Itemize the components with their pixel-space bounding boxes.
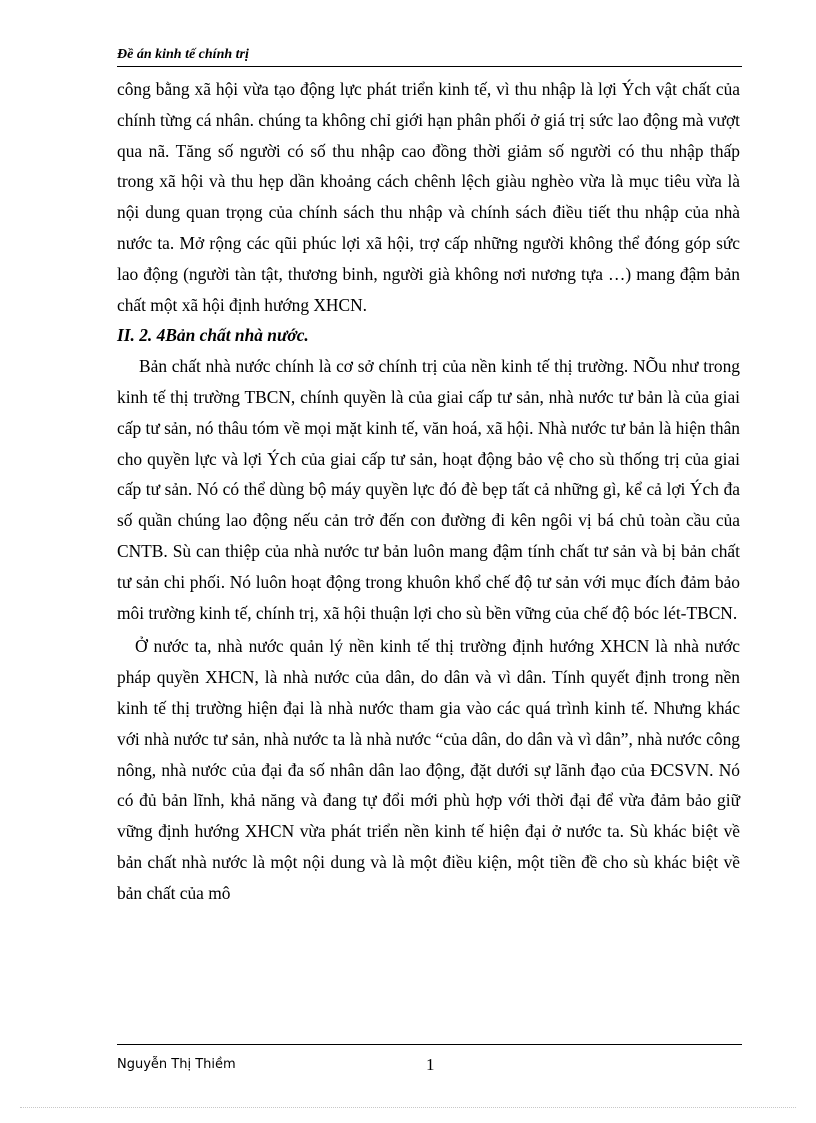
paragraph-vietnam-state: Ở nước ta, nhà nước quản lý nền kinh tế thị trường định hướng XHCN là nhà nước pháp quyền XHCN, là nhà nước của dân, do dân và vì dân. Tính quyết định trong nền kinh tế thị trường hiện đại là nhà nước tham gia vào các quá trình kinh tế. Nhưng khác với nhà nước tư sản, nhà nước ta là nhà nước “của dân, do dân và vì dân”, nhà nước công nông, nhà nước của đại đa số nhân dân lao động, đặt dưới sự lãnh đạo của ĐCSVN. Nó có đủ bản lĩnh, khả năng và đang tự đổi mới phù hợp với thời đại để vừa đảm bảo giữ vững định hướng XHCN vừa phát triển nền kinh tế hiện đại ở nước ta. Sù khác biệt về bản chất nhà nước là một nội dung và là một điều kiện, một tiền đề cho sù khác biệt về bản chất của mô xyxy=(117,636,740,903)
section-heading: II. 2. 4Bản chất nhà nước. xyxy=(117,325,309,346)
author-name: Nguyễn Thị Thiềm xyxy=(117,1057,236,1072)
paragraph-income-policy: công bằng xã hội vừa tạo động lực phát triển kinh tế, vì thu nhập là lợi Ých vật chất của chính từng cá nhân. chúng ta không chỉ giới hạn phân phối ở giá trị sức lao động mà vượt qua nã. Tăng số người có số thu nhập cao đồng thời giảm số người có thu nhập thấp trong xã hội và thu hẹp dần khoảng cách chênh lệch giàu nghèo vừa là mục tiêu vừa là nội dung quan trọng của chính sách thu nhập và chính sách điều tiết thu nhập của nhà nước ta. Mở rộng các qũi phúc lợi xã hội, trợ cấp những người không thể đóng góp sức lao động (người tàn tật, thương binh, người già không nơi nương tựa …) mang đậm bản chất một xã hội định hướng XHCN. xyxy=(117,79,740,315)
header-divider xyxy=(117,66,742,67)
paragraph-state-nature: Bản chất nhà nước chính là cơ sở chính trị của nền kinh tế thị trường. NÕu như trong kinh tế thị trường TBCN, chính quyền là của giai cấp tư sản, nhà nước tư bản là của giai cấp tư sản, nó thâu tóm về mọi mặt kinh tế, văn hoá, xã hội. Nhà nước tư bản là hiện thân cho quyền lực và lợi Ých của giai cấp tư sản, hoạt động bảo vệ cho sù thống trị của giai cấp tư sản. Nó có thể dùng bộ máy quyền lực đó đè bẹp tất cả những gì, kể cả lợi Ých đa số quần chúng lao động nếu cản trở đến con đường đi kên ngôi vị bá chủ toàn cầu của CNTB. Sù can thiệp của nhà nước tư bản luôn mang đậm tính chất tư sản và bị bản chất tư sản chi phối. Nó luôn hoạt động trong khuôn khổ chế độ tư sản với mục đích đảm bảo môi trường kinh tế, chính trị, xã hội thuận lợi cho sù bền vững của chế độ bóc lét-TBCN. xyxy=(117,356,740,623)
document-title: Đề án kinh tế chính trị xyxy=(117,47,249,62)
footer-divider xyxy=(117,1044,742,1045)
page-header xyxy=(117,45,742,67)
page-body xyxy=(117,74,740,909)
page-number: 1 xyxy=(426,1055,435,1074)
page-footer xyxy=(117,1044,742,1084)
page-edge-divider xyxy=(20,1107,796,1108)
